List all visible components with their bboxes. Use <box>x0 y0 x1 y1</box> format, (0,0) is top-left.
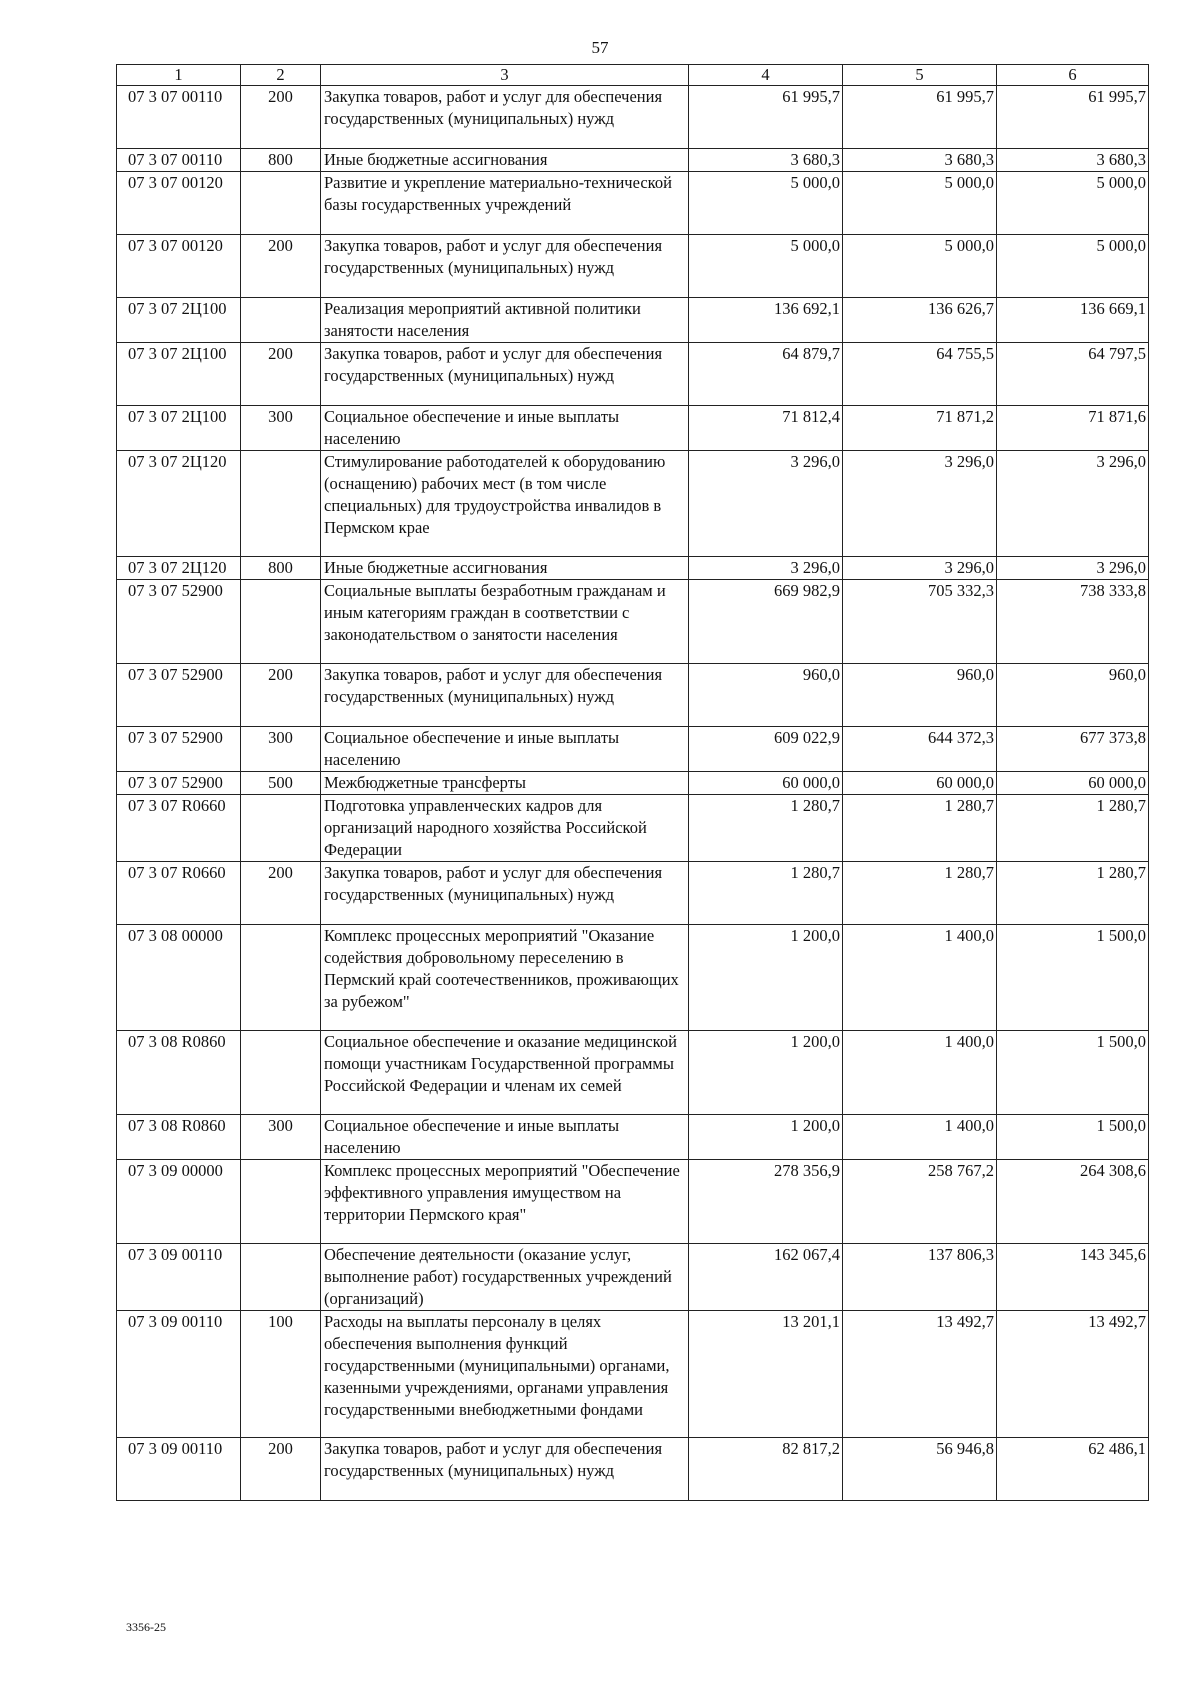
expense-type-cell <box>241 1031 321 1115</box>
amount-col6-cell: 60 000,0 <box>997 772 1149 795</box>
budget-code-cell: 07 3 08 R0860 <box>117 1031 241 1115</box>
table-row <box>117 1244 1149 1311</box>
budget-code-cell: 07 3 07 00120 <box>117 235 241 298</box>
amount-col6-cell: 143 345,6 <box>997 1244 1149 1311</box>
item-name-cell: Закупка товаров, работ и услуг для обеспечения государственных (муниципальных) нужд <box>321 343 689 406</box>
item-name-cell: Социальные выплаты безработным гражданам и иным категориям граждан в соответствии с законодательством о занятости населения <box>321 580 689 664</box>
budget-code-cell: 07 3 09 00110 <box>117 1311 241 1438</box>
amount-col5-cell: 3 680,3 <box>843 149 997 172</box>
item-name-cell: Комплекс процессных мероприятий "Оказание содействия добровольному переселению в Пермский край соотечественников, проживающих за рубежом" <box>321 925 689 1031</box>
amount-col6-cell: 62 486,1 <box>997 1438 1149 1501</box>
amount-col4-cell: 71 812,4 <box>689 406 843 451</box>
table-row <box>117 664 1149 727</box>
budget-code-cell: 07 3 07 2Ц120 <box>117 451 241 557</box>
table-row <box>117 86 1149 149</box>
amount-col6-cell: 3 296,0 <box>997 557 1149 580</box>
item-name-cell: Социальное обеспечение и оказание медицинской помощи участникам Государственной программы Российской Федерации и членам их семей <box>321 1031 689 1115</box>
expense-type-cell: 200 <box>241 862 321 925</box>
budget-code-cell: 07 3 07 00110 <box>117 86 241 149</box>
expense-type-cell: 100 <box>241 1311 321 1438</box>
expense-type-cell: 200 <box>241 235 321 298</box>
table-row <box>117 343 1149 406</box>
item-name-cell: Социальное обеспечение и иные выплаты населению <box>321 727 689 772</box>
expense-type-cell: 300 <box>241 406 321 451</box>
table-row <box>117 862 1149 925</box>
document-code: 3356-25 <box>126 1620 166 1634</box>
column-header: 2 <box>241 65 321 86</box>
amount-col6-cell: 3 296,0 <box>997 451 1149 557</box>
table-row <box>117 1115 1149 1160</box>
expense-type-cell: 200 <box>241 1438 321 1501</box>
expense-type-cell <box>241 1160 321 1244</box>
column-header: 4 <box>689 65 843 86</box>
amount-col6-cell: 1 500,0 <box>997 925 1149 1031</box>
amount-col5-cell: 60 000,0 <box>843 772 997 795</box>
amount-col5-cell: 5 000,0 <box>843 235 997 298</box>
column-header: 5 <box>843 65 997 86</box>
item-name-cell: Закупка товаров, работ и услуг для обеспечения государственных (муниципальных) нужд <box>321 86 689 149</box>
item-name-cell: Комплекс процессных мероприятий "Обеспечение эффективного управления имуществом на территории Пермского края" <box>321 1160 689 1244</box>
amount-col6-cell: 64 797,5 <box>997 343 1149 406</box>
table-row <box>117 172 1149 235</box>
amount-col4-cell: 61 995,7 <box>689 86 843 149</box>
item-name-cell: Закупка товаров, работ и услуг для обеспечения государственных (муниципальных) нужд <box>321 664 689 727</box>
amount-col5-cell: 1 400,0 <box>843 925 997 1031</box>
amount-col6-cell: 960,0 <box>997 664 1149 727</box>
amount-col4-cell: 5 000,0 <box>689 235 843 298</box>
item-name-cell: Обеспечение деятельности (оказание услуг, выполнение работ) государственных учреждений (организаций) <box>321 1244 689 1311</box>
expense-type-cell: 200 <box>241 86 321 149</box>
amount-col6-cell: 1 280,7 <box>997 862 1149 925</box>
amount-col5-cell: 644 372,3 <box>843 727 997 772</box>
amount-col4-cell: 278 356,9 <box>689 1160 843 1244</box>
expense-type-cell <box>241 1244 321 1311</box>
column-header: 6 <box>997 65 1149 86</box>
amount-col6-cell: 61 995,7 <box>997 86 1149 149</box>
amount-col5-cell: 71 871,2 <box>843 406 997 451</box>
table-row <box>117 235 1149 298</box>
expense-type-cell <box>241 795 321 862</box>
budget-code-cell: 07 3 07 52900 <box>117 727 241 772</box>
budget-table <box>116 64 1149 1501</box>
amount-col5-cell: 3 296,0 <box>843 451 997 557</box>
amount-col5-cell: 3 296,0 <box>843 557 997 580</box>
amount-col4-cell: 1 280,7 <box>689 795 843 862</box>
item-name-cell: Реализация мероприятий активной политики занятости населения <box>321 298 689 343</box>
budget-code-cell: 07 3 09 00110 <box>117 1438 241 1501</box>
amount-col6-cell: 264 308,6 <box>997 1160 1149 1244</box>
budget-code-cell: 07 3 07 00120 <box>117 172 241 235</box>
amount-col4-cell: 162 067,4 <box>689 1244 843 1311</box>
amount-col4-cell: 3 680,3 <box>689 149 843 172</box>
budget-code-cell: 07 3 08 R0860 <box>117 1115 241 1160</box>
budget-code-cell: 07 3 07 R0660 <box>117 862 241 925</box>
table-body <box>117 86 1149 1501</box>
budget-code-cell: 07 3 07 52900 <box>117 664 241 727</box>
amount-col6-cell: 5 000,0 <box>997 172 1149 235</box>
expense-type-cell: 800 <box>241 557 321 580</box>
column-header: 1 <box>117 65 241 86</box>
table-row <box>117 1311 1149 1438</box>
amount-col5-cell: 1 400,0 <box>843 1031 997 1115</box>
amount-col6-cell: 13 492,7 <box>997 1311 1149 1438</box>
amount-col5-cell: 1 400,0 <box>843 1115 997 1160</box>
amount-col4-cell: 5 000,0 <box>689 172 843 235</box>
budget-code-cell: 07 3 07 00110 <box>117 149 241 172</box>
amount-col6-cell: 5 000,0 <box>997 235 1149 298</box>
budget-code-cell: 07 3 07 2Ц100 <box>117 298 241 343</box>
table-row <box>117 1160 1149 1244</box>
table-row <box>117 406 1149 451</box>
amount-col5-cell: 1 280,7 <box>843 862 997 925</box>
amount-col5-cell: 960,0 <box>843 664 997 727</box>
amount-col5-cell: 64 755,5 <box>843 343 997 406</box>
expense-type-cell <box>241 580 321 664</box>
budget-code-cell: 07 3 07 52900 <box>117 772 241 795</box>
amount-col4-cell: 82 817,2 <box>689 1438 843 1501</box>
amount-col4-cell: 136 692,1 <box>689 298 843 343</box>
amount-col5-cell: 13 492,7 <box>843 1311 997 1438</box>
expense-type-cell: 800 <box>241 149 321 172</box>
amount-col4-cell: 3 296,0 <box>689 451 843 557</box>
amount-col6-cell: 1 500,0 <box>997 1115 1149 1160</box>
amount-col4-cell: 1 200,0 <box>689 925 843 1031</box>
table-row <box>117 451 1149 557</box>
table-row <box>117 557 1149 580</box>
expense-type-cell: 300 <box>241 1115 321 1160</box>
budget-code-cell: 07 3 07 R0660 <box>117 795 241 862</box>
table-row <box>117 1438 1149 1501</box>
expense-type-cell: 500 <box>241 772 321 795</box>
expense-type-cell <box>241 925 321 1031</box>
amount-col4-cell: 960,0 <box>689 664 843 727</box>
amount-col5-cell: 5 000,0 <box>843 172 997 235</box>
budget-code-cell: 07 3 08 00000 <box>117 925 241 1031</box>
budget-code-cell: 07 3 09 00000 <box>117 1160 241 1244</box>
amount-col4-cell: 60 000,0 <box>689 772 843 795</box>
table-row <box>117 795 1149 862</box>
amount-col4-cell: 13 201,1 <box>689 1311 843 1438</box>
amount-col5-cell: 705 332,3 <box>843 580 997 664</box>
table-row <box>117 298 1149 343</box>
item-name-cell: Закупка товаров, работ и услуг для обеспечения государственных (муниципальных) нужд <box>321 862 689 925</box>
page-number: 57 <box>591 38 609 57</box>
item-name-cell: Социальное обеспечение и иные выплаты населению <box>321 1115 689 1160</box>
table-row <box>117 580 1149 664</box>
item-name-cell: Иные бюджетные ассигнования <box>321 149 689 172</box>
budget-code-cell: 07 3 07 52900 <box>117 580 241 664</box>
table-row <box>117 772 1149 795</box>
table-row <box>117 149 1149 172</box>
table-row <box>117 925 1149 1031</box>
item-name-cell: Иные бюджетные ассигнования <box>321 557 689 580</box>
amount-col5-cell: 258 767,2 <box>843 1160 997 1244</box>
expense-type-cell <box>241 298 321 343</box>
column-header: 3 <box>321 65 689 86</box>
table-row <box>117 1031 1149 1115</box>
amount-col5-cell: 136 626,7 <box>843 298 997 343</box>
budget-code-cell: 07 3 09 00110 <box>117 1244 241 1311</box>
budget-code-cell: 07 3 07 2Ц100 <box>117 406 241 451</box>
amount-col4-cell: 609 022,9 <box>689 727 843 772</box>
item-name-cell: Межбюджетные трансферты <box>321 772 689 795</box>
budget-code-cell: 07 3 07 2Ц120 <box>117 557 241 580</box>
expense-type-cell: 200 <box>241 343 321 406</box>
expense-type-cell <box>241 172 321 235</box>
amount-col5-cell: 137 806,3 <box>843 1244 997 1311</box>
amount-col6-cell: 1 280,7 <box>997 795 1149 862</box>
expense-type-cell: 300 <box>241 727 321 772</box>
item-name-cell: Закупка товаров, работ и услуг для обеспечения государственных (муниципальных) нужд <box>321 235 689 298</box>
item-name-cell: Развитие и укрепление материально-технической базы государственных учреждений <box>321 172 689 235</box>
amount-col4-cell: 3 296,0 <box>689 557 843 580</box>
item-name-cell: Закупка товаров, работ и услуг для обеспечения государственных (муниципальных) нужд <box>321 1438 689 1501</box>
expense-type-cell: 200 <box>241 664 321 727</box>
amount-col6-cell: 677 373,8 <box>997 727 1149 772</box>
item-name-cell: Расходы на выплаты персоналу в целях обеспечения выполнения функций государственными (муниципальными) органами, казенными учреждениями, органами управления государственными внебюджетными фондами <box>321 1311 689 1438</box>
expense-type-cell <box>241 451 321 557</box>
amount-col6-cell: 136 669,1 <box>997 298 1149 343</box>
amount-col5-cell: 56 946,8 <box>843 1438 997 1501</box>
budget-code-cell: 07 3 07 2Ц100 <box>117 343 241 406</box>
amount-col4-cell: 1 200,0 <box>689 1031 843 1115</box>
amount-col4-cell: 1 200,0 <box>689 1115 843 1160</box>
item-name-cell: Социальное обеспечение и иные выплаты населению <box>321 406 689 451</box>
amount-col4-cell: 669 982,9 <box>689 580 843 664</box>
item-name-cell: Стимулирование работодателей к оборудованию (оснащению) рабочих мест (в том числе специальных) для трудоустройства инвалидов в Пермском крае <box>321 451 689 557</box>
amount-col4-cell: 64 879,7 <box>689 343 843 406</box>
table-header-row <box>117 65 1149 86</box>
table-row <box>117 727 1149 772</box>
amount-col6-cell: 738 333,8 <box>997 580 1149 664</box>
amount-col4-cell: 1 280,7 <box>689 862 843 925</box>
amount-col5-cell: 61 995,7 <box>843 86 997 149</box>
amount-col6-cell: 71 871,6 <box>997 406 1149 451</box>
item-name-cell: Подготовка управленческих кадров для организаций народного хозяйства Российской Федерации <box>321 795 689 862</box>
amount-col6-cell: 3 680,3 <box>997 149 1149 172</box>
amount-col6-cell: 1 500,0 <box>997 1031 1149 1115</box>
amount-col5-cell: 1 280,7 <box>843 795 997 862</box>
